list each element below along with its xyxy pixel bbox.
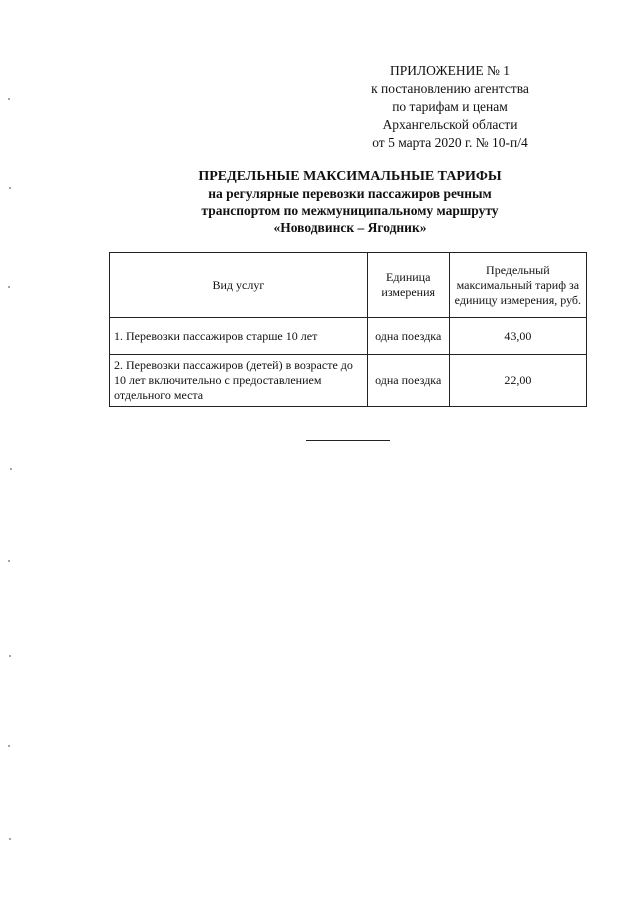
title-line-3: транспортом по межмуниципальному маршруту [201,203,499,218]
closing-rule [306,440,390,441]
row-2-price: 22,00 [449,355,586,407]
appendix-line-3: по тарифам и ценам [392,99,508,114]
scan-speck [8,560,10,562]
scan-speck [9,838,11,840]
title-line-2: на регулярные перевозки пассажиров речным [208,186,492,201]
table-row [110,318,587,355]
row-1-unit: одна поездка [367,318,449,355]
scan-speck [8,286,10,288]
scan-speck [9,655,11,657]
row-1-price: 43,00 [449,318,586,355]
row-2-service: 2. Перевозки пассажиров (детей) в возрасте до 10 лет включительно с предоставлением отдельного места [110,355,368,407]
appendix-line-2: к постановлению агентства [371,81,529,96]
title-line-1: ПРЕДЕЛЬНЫЕ МАКСИМАЛЬНЫЕ ТАРИФЫ [198,169,502,184]
table-header-row [110,253,587,318]
scan-speck [10,468,12,470]
scan-speck [8,98,10,100]
appendix-header [340,62,560,152]
header-unit: Единица измерения [367,253,449,318]
document-title [130,168,570,236]
table-row [110,355,587,407]
row-2-unit: одна поездка [367,355,449,407]
appendix-line-4: Архангельской области [382,117,518,132]
header-service-type: Вид услуг [110,253,368,318]
scan-speck [8,745,10,747]
appendix-number: ПРИЛОЖЕНИЕ № 1 [389,63,511,78]
header-max-tariff: Предельный максимальный тариф за единицу измерения, руб. [449,253,586,318]
title-route: «Новодвинск – Ягодник» [273,220,427,235]
appendix-date: от 5 марта 2020 г. № 10-п/4 [372,135,528,150]
tariff-table [109,252,587,407]
row-1-service: 1. Перевозки пассажиров старше 10 лет [110,318,368,355]
scan-speck [9,187,11,189]
